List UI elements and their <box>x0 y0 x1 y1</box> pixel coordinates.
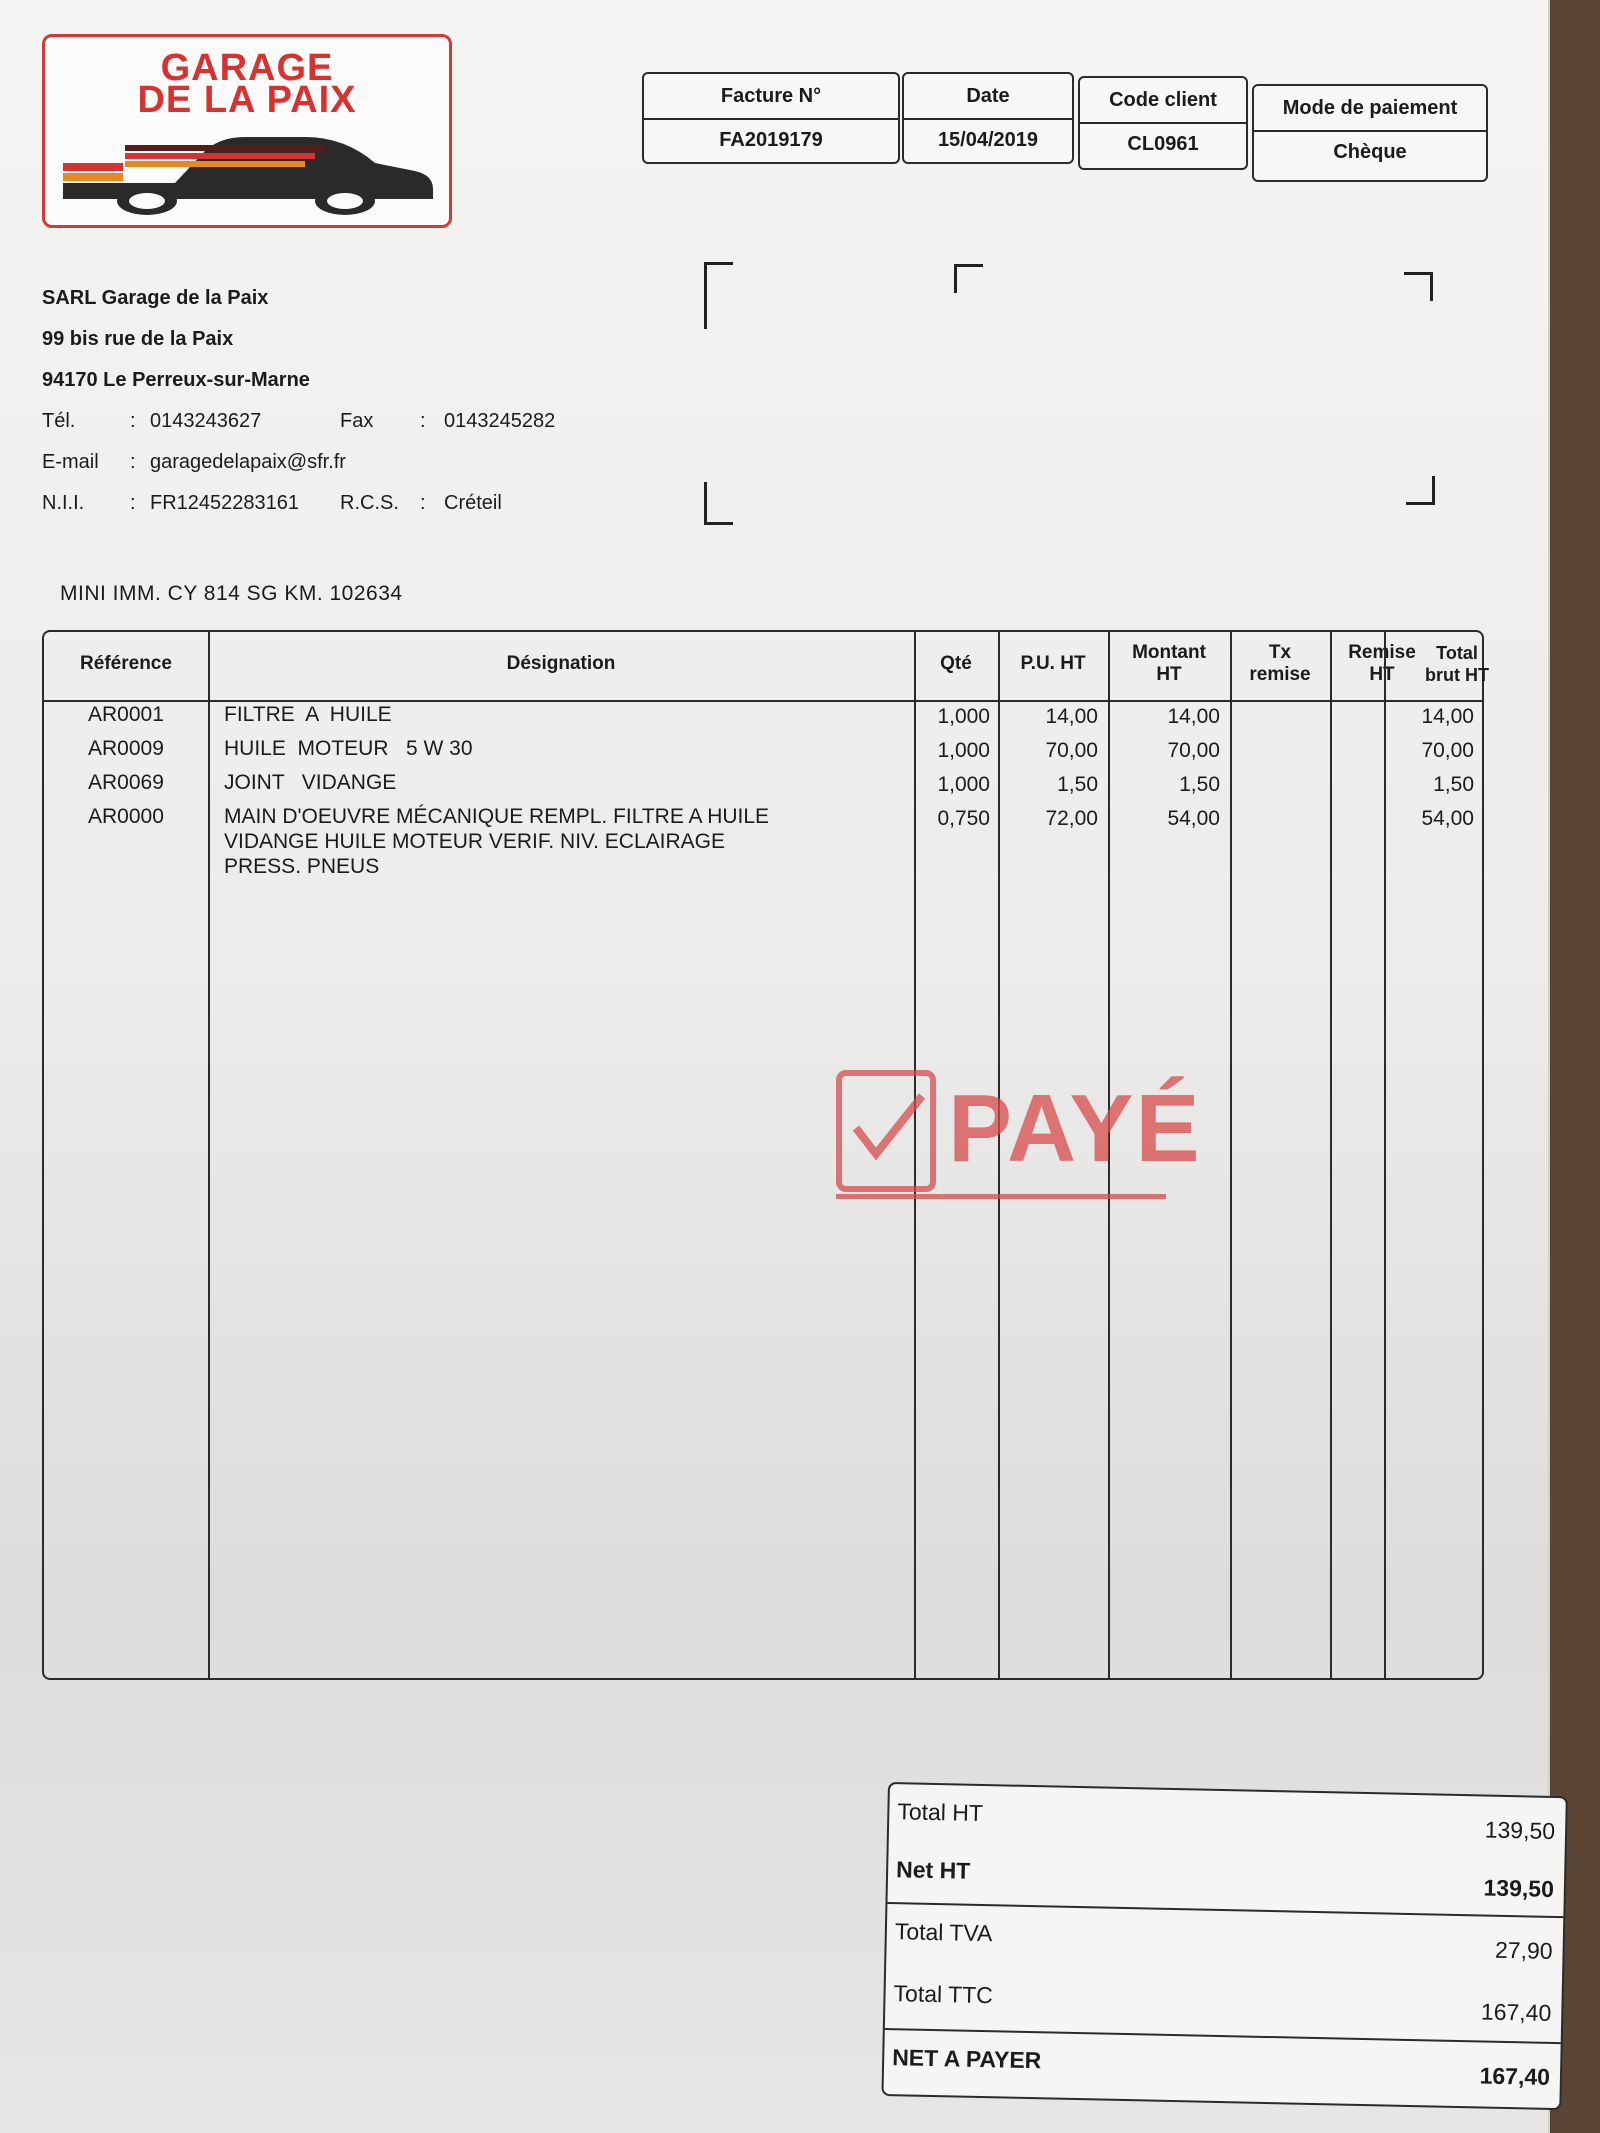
phone-row <box>42 401 555 442</box>
address-corner-tm <box>954 264 983 293</box>
address-corner-bl <box>704 482 733 525</box>
address-corner-tl <box>704 262 733 329</box>
items-table <box>42 630 1489 1680</box>
tel-value: 0143243627 <box>150 410 262 432</box>
tel-label: Tél. <box>42 410 76 432</box>
paid-stamp-underline <box>836 1194 1166 1199</box>
col-divider <box>1230 632 1232 1678</box>
invoice-number-label: Facture N° <box>644 74 898 120</box>
invoice-number-box <box>642 72 900 164</box>
payment-mode-label: Mode de paiement <box>1254 86 1486 132</box>
total-tva-value: 27,90 <box>1494 1936 1553 1964</box>
net-a-payer-value: 167,40 <box>1479 2062 1551 2090</box>
row1-qty: 1,000 <box>937 705 990 728</box>
date-label: Date <box>904 74 1072 120</box>
row3-designation: JOINT VIDANGE <box>224 771 397 794</box>
header-designation: Désignation <box>506 653 616 674</box>
row2-ref: AR0009 <box>88 737 164 760</box>
totals-box <box>881 1782 1567 2110</box>
paid-stamp-text: PAYÉ <box>948 1075 1202 1182</box>
invoice-number-value: FA2019179 <box>719 129 823 151</box>
email-label: E-mail <box>42 451 99 473</box>
header-amount: Montant HT <box>1132 642 1206 685</box>
col-divider <box>1330 632 1332 1678</box>
row2-designation: HUILE MOTEUR 5 W 30 <box>224 737 473 760</box>
email-value: garagedelapaix@sfr.fr <box>150 451 346 473</box>
address-corner-tr <box>1404 272 1433 301</box>
header-total: Total brut HT <box>1425 643 1489 685</box>
client-code-box <box>1078 76 1248 170</box>
total-ht-value: 139,50 <box>1484 1816 1556 1844</box>
header-discount: Remise HT <box>1348 642 1416 685</box>
row3-qty: 1,000 <box>937 773 990 796</box>
fax-sep: : <box>420 410 426 432</box>
nii-value: FR12452283161 <box>150 492 300 514</box>
row1-ref: AR0001 <box>88 703 164 726</box>
row4-designation: MAIN D'OEUVRE MÉCANIQUE REMPL. FILTRE A HUILE VIDANGE HUILE MOTEUR VERIF. NIV. ECLAIRAGE PRESS. PNEUS <box>224 805 770 878</box>
total-ttc-row <box>885 1966 1562 2038</box>
nii-sep: : <box>130 492 136 514</box>
company-name: SARL Garage de la Paix <box>42 287 269 309</box>
row1-amount: 14,00 <box>1167 705 1220 728</box>
row4-amount: 54,00 <box>1167 807 1220 830</box>
tel-sep: : <box>130 410 136 432</box>
total-tva-label: Total TVA <box>894 1918 993 1947</box>
logo-line2: DE LA PAIX <box>137 79 357 121</box>
client-code-value: CL0961 <box>1127 133 1199 155</box>
row4-ref: AR0000 <box>88 805 164 828</box>
vehicle-info: MINI IMM. CY 814 SG KM. 102634 <box>60 582 403 605</box>
net-a-payer-label: NET A PAYER <box>891 2044 1042 2074</box>
row4-qty: 0,750 <box>937 807 990 830</box>
address-corner-br <box>1406 476 1435 505</box>
fax-value: 0143245282 <box>444 410 556 432</box>
row1-designation: FILTRE A HUILE <box>224 703 392 726</box>
header-unit-price: P.U. HT <box>1020 653 1086 674</box>
rcs-sep: : <box>420 492 426 514</box>
total-ht-label: Total HT <box>897 1798 984 1826</box>
car-icon <box>55 123 439 219</box>
company-city: 94170 Le Perreux-sur-Marne <box>42 369 310 391</box>
row4-total: 54,00 <box>1421 807 1474 830</box>
row2-total: 70,00 <box>1421 739 1474 762</box>
client-code-label: Code client <box>1080 78 1246 124</box>
registration-row <box>42 483 555 524</box>
net-ht-value: 139,50 <box>1483 1874 1555 1902</box>
logo-line1: GARAGE <box>160 47 334 89</box>
row3-total: 1,50 <box>1433 773 1474 796</box>
rcs-value: Créteil <box>444 492 502 514</box>
paid-stamp <box>836 1070 1202 1200</box>
rcs-label: R.C.S. <box>340 492 399 514</box>
company-info <box>42 278 555 524</box>
net-ht-label: Net HT <box>895 1856 971 1884</box>
header-reference: Référence <box>80 653 172 674</box>
garage-logo <box>42 34 452 228</box>
row1-unit-price: 14,00 <box>1045 705 1098 728</box>
payment-mode-box <box>1252 84 1488 182</box>
row2-unit-price: 70,00 <box>1045 739 1098 762</box>
row1-total: 14,00 <box>1421 705 1474 728</box>
email-sep: : <box>130 451 136 473</box>
email-row <box>42 442 555 483</box>
payment-mode-value: Chèque <box>1333 141 1407 163</box>
col-divider <box>208 632 210 1678</box>
company-street: 99 bis rue de la Paix <box>42 328 234 350</box>
row3-amount: 1,50 <box>1179 773 1220 796</box>
row3-unit-price: 1,50 <box>1057 773 1098 796</box>
nii-label: N.I.I. <box>42 492 85 514</box>
total-ttc-label: Total TTC <box>893 1980 994 2009</box>
row2-amount: 70,00 <box>1167 739 1220 762</box>
total-ttc-value: 167,40 <box>1480 1998 1552 2026</box>
fax-label: Fax <box>340 410 374 432</box>
header-discount-rate: Tx remise <box>1249 642 1311 685</box>
date-value: 15/04/2019 <box>937 129 1039 151</box>
header-qty: Qté <box>940 653 972 674</box>
checkmark-icon <box>836 1070 936 1192</box>
date-box <box>902 72 1074 164</box>
row2-qty: 1,000 <box>937 739 990 762</box>
row4-unit-price: 72,00 <box>1045 807 1098 830</box>
row3-ref: AR0069 <box>88 771 164 794</box>
